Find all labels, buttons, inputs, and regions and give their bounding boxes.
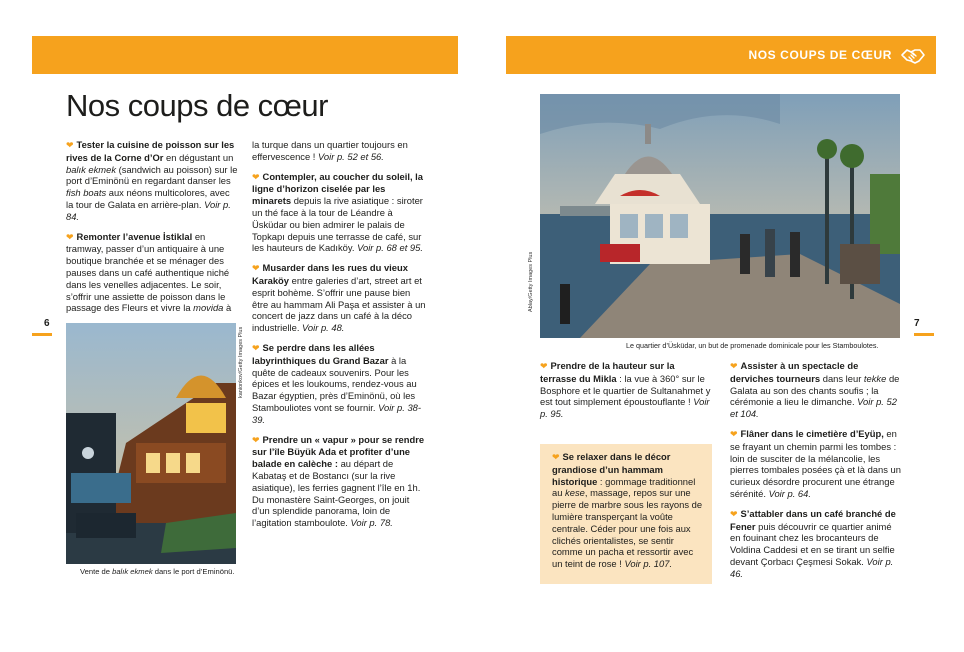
highlight-box-hammam: ❤ Se relaxer dans le décor grandiose d’un hammam historique : gommage traditionnel au kese, massage, repos sur une pierre de marbre sous les rayons de lumière transperçant la voûte centrale. Céder pour une fois aux clichés orientalistes, se sentir comme un pacha et ressortir avec un teint de rose ! Voir p. 107. xyxy=(540,444,712,584)
list-item: ❤ Contempler, au coucher du soleil, la ligne d’horizon ciselée par les minarets depuis la rive asiatique : siroter un thé face à la tour de Léandre à Üsküdar ou bien admirer le palais de Topkapı depuis une terrasse de café, sur les hauteurs de Kadıköy. Voir p. 68 et 95. xyxy=(252,170,424,254)
heart-icon: ❤ xyxy=(252,434,260,445)
heart-icon: ❤ xyxy=(540,361,548,371)
photo-eminonu-boats xyxy=(66,323,236,564)
heart-icon: ❤ xyxy=(730,508,738,519)
heart-icon: ❤ xyxy=(252,342,260,353)
list-item: ❤ Assister à un spectacle de derviches tourneurs dans leur tekke de Galata au son des chants soufis ; la cérémonie a lieu le dimanche. Voir p. 52 et 104. xyxy=(730,360,900,420)
list-item: ❤ Flâner dans le cimetière d’Eyüp, en se frayant un chemin parmi les tombes : loin de susciter de la mélancolie, les pierres tombales posées çà et là dans un curieux désordre procurent une étrange sérénité. Voir p. 64. xyxy=(730,427,901,499)
column-2 xyxy=(252,139,427,537)
column-4 xyxy=(730,360,904,588)
photo-caption-left: Vente de balık ekmek dans le port d’Eminönü. xyxy=(80,567,235,576)
page-number-left: 6 xyxy=(44,318,50,329)
section-title: NOS COUPS DE CŒUR xyxy=(748,48,892,62)
photo-uskudar-promenade xyxy=(540,94,900,338)
page-number-rule-left xyxy=(32,333,52,336)
list-item: ❤ Remonter l’avenue İstiklal en tramway, passer d’un antiquaire à une boutique branchée et se ménager des pauses dans un café authentique niché dans les venelles adjacentes. Le soir, s’offrir une assiette de poisson dans le passage des Fleurs et vivre la movida à xyxy=(66,230,232,314)
list-item: ❤ Tester la cuisine de poisson sur les rives de la Corne d’Or en dégustant un balık ekmek (sandwich au poisson) sur le port d’Eminönü en regardant danser les fish boats aux néons multicolores, avec la tour de Galata en arrière-plan. Voir p. 84. xyxy=(66,139,238,222)
column-1 xyxy=(66,139,238,322)
page-number-right: 7 xyxy=(914,318,920,329)
heart-icon: ❤ xyxy=(730,361,738,371)
photo-credit-left: kanionkov/Getty Images Plus xyxy=(238,326,244,398)
heart-icon: ❤ xyxy=(252,171,260,182)
list-item: ❤ Prendre un « vapur » pour se rendre sur l’île Büyük Ada et profiter d’une balade en calèche : au départ de Kabataş et de Bostancı (sur la rive asiatique), les ferries gagnent l’île en 1h. Du monastère Saint-Georges, on jouit d’un splendide panorama, loin de l’agitation stamboulote. Voir p. 78. xyxy=(252,433,425,529)
photo-credit-right: Ablay/Getty Images Plus xyxy=(528,251,534,312)
heart-icon: ❤ xyxy=(66,140,74,150)
heart-icon: ❤ xyxy=(730,428,738,439)
heart-icon: ❤ xyxy=(66,231,74,242)
heart-icon: ❤ xyxy=(552,452,560,462)
column-3 xyxy=(540,360,712,428)
list-item: ❤ Prendre de la hauteur sur la terrasse du Mikla : la vue à 360° sur le Bosphore et le quartier de Sultanahmet y est tout simplement époustouflante ! Voir p. 95. xyxy=(540,360,711,420)
list-item: ❤ S’attabler dans un café branché de Fener puis découvrir ce quartier animé en fouinant chez les brocanteurs de Voldina Caddesi et en se tirant un selfie devant Çorbacı Çeşmesi Sokak. Voir p. 46. xyxy=(730,507,896,579)
header-bar-left xyxy=(32,36,458,74)
heart-icon: ❤ xyxy=(252,263,260,274)
header-bar-right xyxy=(506,36,936,74)
page-title: Nos coups de cœur xyxy=(66,88,328,123)
handshake-icon xyxy=(900,42,926,68)
list-item-continuation: la turque dans un quartier toujours en effervescence ! Voir p. 52 et 56. xyxy=(252,139,408,162)
photo-caption-right: Le quartier d’Üsküdar, un but de promenade dominicale pour les Stamboulotes. xyxy=(626,341,879,350)
page-number-rule-right xyxy=(914,333,934,336)
list-item: ❤ Musarder dans les rues du vieux Karaköy entre galeries d’art, street art et esprit bohème. S’offrir une pause bien être au hammam Ali Paşa et assister à un concert de jazz dans un café à la déco industrielle. Voir p. 48. xyxy=(252,262,426,334)
list-item: ❤ Se perdre dans les allées labyrinthiques du Grand Bazar à la quête de cadeaux souvenirs. Pour les épices et les loukoums, rendez-vous au Bazar égyptien, près d’Eminönü, où les Stambouliotes vont se fournir. Voir p. 38-39. xyxy=(252,341,422,425)
